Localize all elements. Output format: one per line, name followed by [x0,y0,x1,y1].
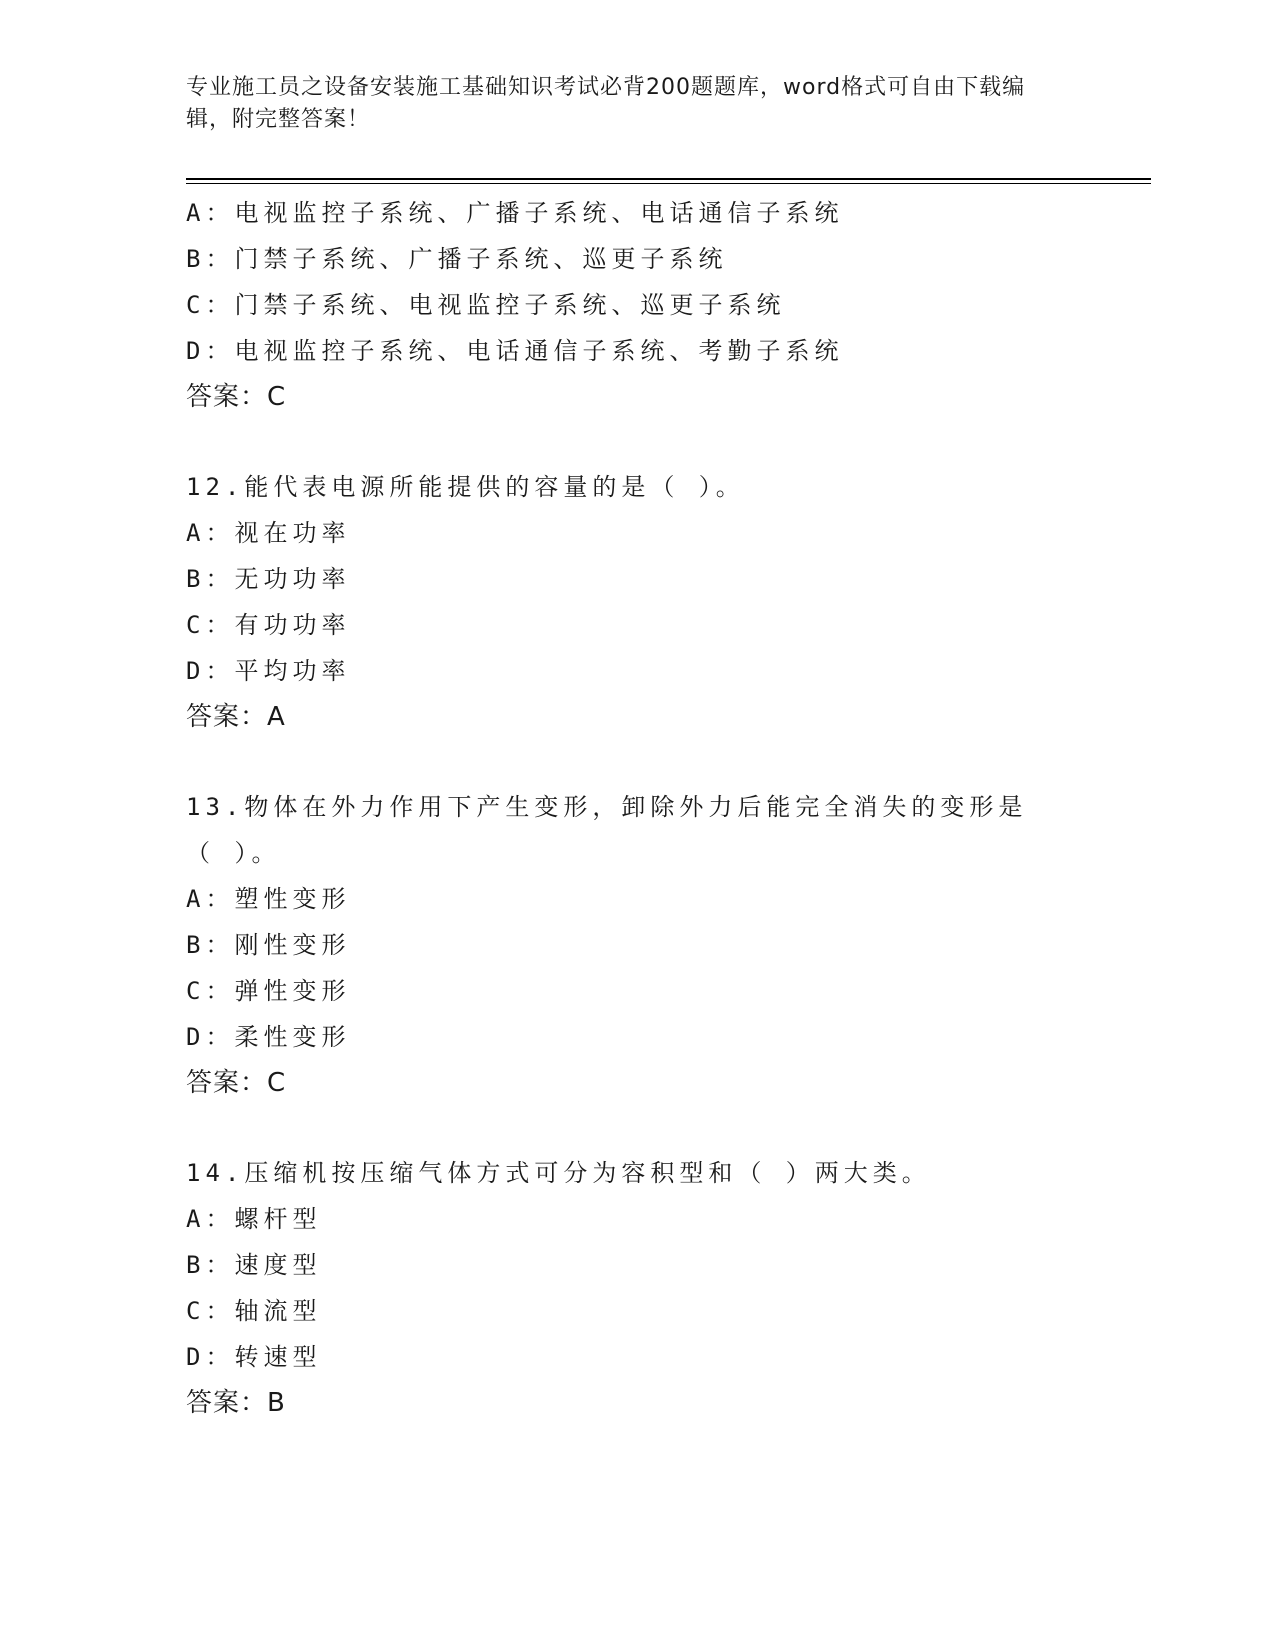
option-c: C：门禁子系统、电视监控子系统、巡更子系统 [186,291,786,319]
header-divider-thick [186,178,1151,180]
question-block-12 [186,464,1086,740]
option-b: B：门禁子系统、广播子系统、巡更子系统 [186,245,728,273]
option-d: D：平均功率 [186,657,351,685]
spacer [186,420,1086,464]
option-b: B：速度型 [186,1251,322,1279]
question-block-13 [186,784,1086,1106]
option-d: D：电视监控子系统、电话通信子系统、考勤子系统 [186,337,844,365]
answer-line: 答案：B [186,1388,286,1418]
answer-line: 答案：C [186,1068,287,1098]
option-a: A：螺杆型 [186,1205,322,1233]
question-text: 12.能代表电源所能提供的容量的是（ ）。 [186,473,745,501]
question-text: 13.物体在外力作用下产生变形，卸除外力后能完全消失的变形是（ ）。 [186,793,1028,867]
header-divider-thin [186,183,1151,184]
option-c: C：有功功率 [186,611,351,639]
option-d: D：柔性变形 [186,1023,351,1051]
option-a: A：电视监控子系统、广播子系统、电话通信子系统 [186,199,844,227]
option-b: B：无功功率 [186,565,351,593]
spacer [186,1106,1086,1150]
option-d: D：转速型 [186,1343,322,1371]
option-c: C：轴流型 [186,1297,322,1325]
document-title: 专业施工员之设备安装施工基础知识考试必背200题题库，word格式可自由下载编辑，附完整答案！ [186,75,1026,132]
answer-line: 答案：A [186,702,286,732]
option-a: A：塑性变形 [186,885,351,913]
question-list [186,190,1086,1426]
question-text: 14.压缩机按压缩气体方式可分为容积型和（ ）两大类。 [186,1159,931,1187]
option-a: A：视在功率 [186,519,351,547]
option-b: B：刚性变形 [186,931,351,959]
question-block-11 [186,190,1086,420]
option-c: C：弹性变形 [186,977,351,1005]
answer-line: 答案：C [186,382,287,412]
spacer [186,740,1086,784]
question-block-14 [186,1150,1086,1426]
